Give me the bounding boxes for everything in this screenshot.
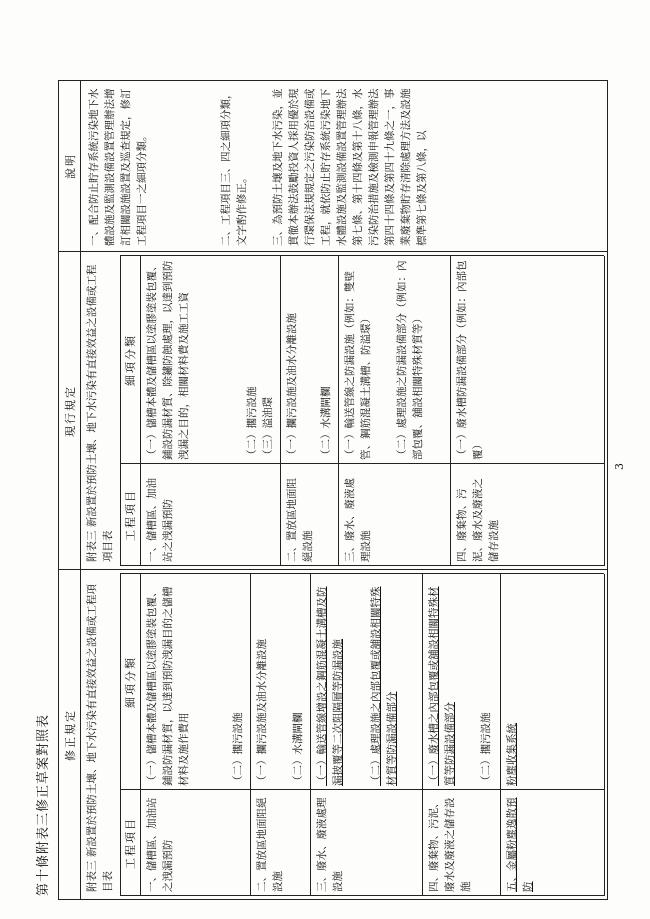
current-row-detail: （一）儲槽本體及儲槽區以塗膠塗裝包覆、鋪設防漏材質、除鏽防蝕處理，以達到預防洩漏之目的，相關材料費及施工工資 xyxy=(146,260,190,460)
amended-row-item: 二、置放區地面阻絕設施 xyxy=(256,797,284,892)
current-row-detail: （一）輸送管線之防漏設施（例如：雙壁管、鋼筋混凝土溝槽、防溢環） xyxy=(344,271,372,460)
current-row-detail: （一）攔污設施及油水分離設施 xyxy=(286,313,298,460)
column-divider xyxy=(58,251,608,252)
current-inner-left xyxy=(120,565,604,566)
explanation-point: 三、為預防土壤及地下水污染，並貫徹本辦法鼓勵投資人採用優於現行環保法規規定之污染防治設備或工程，就依防止貯存系統污染地下水體設施及監測設備設置管理辦法第七條、第十四條及第十八條，水污染防治措施及檢測申報管理辦法第四十四條及第四十九條之一，事業廢棄物貯存清除處理方法及設施標準第七條及第八條，以 xyxy=(272,88,428,246)
row-divider xyxy=(280,256,281,566)
row-divider xyxy=(250,574,251,896)
current-row-detail: （二）處理設施之防漏設備部分（例如：內部包覆、舖設相關特殊材質等） xyxy=(396,260,424,460)
current-inner-bottom xyxy=(604,256,605,566)
amended-row-detail: （一）輸送管線增設之鋼筋混凝土溝槽及防漏披覆等二次阻隔層等防漏設施 xyxy=(316,586,344,786)
current-row-detail: （一）廢水槽防漏設備部分（例如：內部包覆） xyxy=(456,260,484,460)
amended-row-item: 五、金屬粉塵逸散預防 xyxy=(506,797,534,892)
current-item-header: 工程項目 xyxy=(124,489,137,541)
current-row-detail: （二）擱污設施 xyxy=(246,386,258,460)
current-inner-right xyxy=(120,255,604,256)
amended-header: 修正規定 xyxy=(64,709,77,761)
current-header: 現行規定 xyxy=(64,385,77,437)
current-caption: 附表三 新設置於預防土壤、地下水污染有直接效益之設備或工程項目表 xyxy=(86,264,114,562)
amended-inner-bottom xyxy=(604,574,605,896)
current-row-item: 三、廢水、廢液處理設施 xyxy=(344,478,372,562)
amended-row-detail: （一）儲槽本體及儲槽區以塗膠塗裝包覆、鋪設防漏材質，以達到預防洩漏目的之儲槽材料及施作費用 xyxy=(146,586,190,786)
amended-caption: 附表三 新設置於預防土壤、地下水污染有直接效益之設備或工程項目表 xyxy=(86,584,114,892)
amended-inner-top xyxy=(120,574,121,896)
header-divider xyxy=(80,80,81,900)
amended-row-detail: （二）擱污設施 xyxy=(480,712,492,786)
amended-row-detail: 粉塵收集系統 xyxy=(506,723,518,786)
current-detail-header: 細項分類 xyxy=(124,334,137,386)
current-row-detail: （三）溢油環 xyxy=(262,397,274,460)
current-row-item: 二、置放區地面阻絕設施 xyxy=(286,478,314,562)
row-divider xyxy=(422,574,423,896)
amended-row-detail: （二）擱污設施 xyxy=(232,712,244,786)
current-item-divider xyxy=(120,463,604,464)
current-row-item: 一、儲槽區、加油站之洩漏預防 xyxy=(146,478,174,562)
amended-detail-header: 細項分類 xyxy=(124,656,137,708)
amended-row-detail: （二）處理設施之內部包覆或舖設相關特殊材質等防漏設備部分 xyxy=(370,586,398,786)
document-title: 第十條附表三修正草案對照表 xyxy=(36,713,51,896)
amended-item-divider xyxy=(120,789,604,790)
amended-row-item: 一、儲槽區、加油站之洩漏預防 xyxy=(146,797,174,892)
amended-inner-left xyxy=(120,895,604,896)
current-inner-top xyxy=(120,256,121,566)
amended-row-detail: （一）攔污設施及油水分離設施 xyxy=(256,639,268,786)
rotated-sheet xyxy=(36,80,626,900)
current-row-detail: （二）水溝閘欄 xyxy=(320,386,332,460)
amended-row-item: 三、廢水、廢液處理設施 xyxy=(316,797,344,892)
amended-row-detail: （二）水溝閘欄 xyxy=(292,712,304,786)
current-subheader-line xyxy=(140,256,141,566)
page-number: 3 xyxy=(613,463,626,470)
explanation-point: 一、配合防止貯存系統污染地下水體設施及監測設備設置管理辦法增訂相關設施設置及巡查規定，修訂工程項目一之細項分類。 xyxy=(88,88,148,246)
column-divider xyxy=(58,569,608,570)
explanation-header: 說明 xyxy=(64,153,77,179)
amended-subheader-line xyxy=(140,574,141,896)
amended-row-item: 四、廢棄物、污泥、廢水及廢液之儲存設施 xyxy=(428,797,472,892)
amended-item-header: 工程項目 xyxy=(124,817,137,869)
amended-inner-right xyxy=(120,573,604,574)
current-row-item: 四、廢棄物、污泥、廢水及廢液之儲存設施 xyxy=(456,478,500,562)
explanation-point: 二、工程項目三、四之細項分類，文字酌作修正。 xyxy=(220,88,248,246)
row-divider xyxy=(500,574,501,896)
amended-row-detail: （一）廢水槽之內部包覆或舖設相關特殊材質等防漏設備部分 xyxy=(428,586,456,786)
row-divider xyxy=(310,574,311,896)
row-divider xyxy=(338,256,339,566)
row-divider xyxy=(450,256,451,566)
